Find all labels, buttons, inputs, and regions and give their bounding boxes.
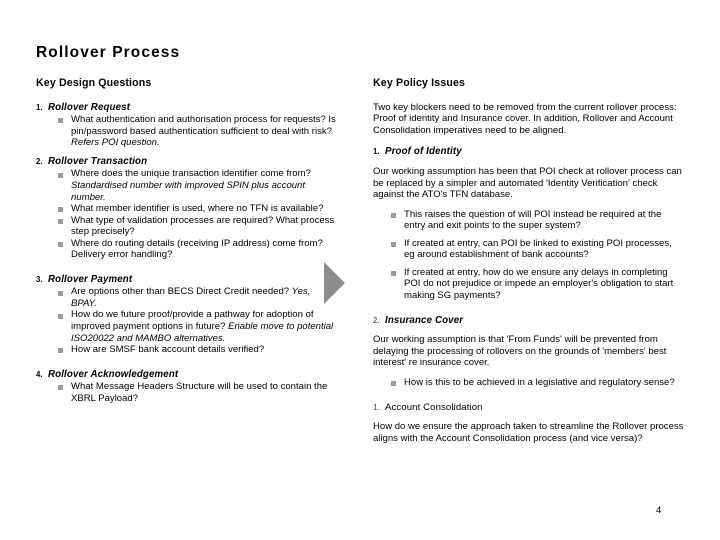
list-item [58, 381, 336, 404]
list-item [58, 168, 336, 203]
list-item [58, 238, 336, 261]
policy-body-account-consolidation: How do we ensure the approach taken to streamline the Rollover process aligns with the Account Consolidation process (and vice versa)? [373, 421, 684, 444]
bullet-emphasis: Standardised number with improved SPIN plus account number. [71, 179, 306, 203]
section-header-rollover-payment [36, 274, 336, 286]
bullet-text: Where do routing details (receiving IP address) come from? Delivery error handling? [71, 237, 323, 261]
section-number: 3. [36, 274, 43, 284]
left-column-heading: Key Design Questions [36, 77, 152, 89]
section-number: 2. [36, 156, 43, 166]
section-header-rollover-transaction [36, 156, 336, 168]
list-item [391, 238, 685, 261]
right-arrow-icon [324, 262, 345, 304]
bullet-text: What type of validation processes are required? What process step precisely? [71, 214, 335, 238]
policy-title: Insurance Cover [385, 314, 464, 326]
spacer [36, 149, 336, 156]
right-column [373, 78, 685, 454]
bullet-emphasis: Enable move to potential ISO20022 and MAMBO alternatives. [71, 321, 334, 344]
bullet-text: How is this to be achieved in a legislative and regulatory sense? [404, 376, 675, 388]
bullet-list-rollover-transaction [58, 168, 336, 260]
policy-body-proof-of-identity: Our working assumption has been that POI check at rollover process can be replaced by a simpler and automated 'Identity Verification' check against the ATO's TFN database. [373, 165, 682, 201]
bullet-text: Are options other than BECS Direct Credit needed? [71, 286, 292, 298]
bullet-text: Where does the unique transaction identifier come from? [71, 168, 311, 180]
policy-title: Proof of Identity [385, 146, 462, 158]
page-title: Rollover Process [36, 44, 181, 61]
bullet-list-rollover-payment [58, 286, 336, 355]
bullet-emphasis: Refers POI question. [71, 137, 160, 149]
section-title: Rollover Request [48, 101, 131, 113]
bullet-list-insurance-cover [391, 377, 685, 389]
bullet-text: What Message Headers Structure will be used to contain the XBRL Payload? [71, 381, 328, 404]
page-number: 4 [656, 505, 662, 516]
section-number: 4. [36, 369, 43, 379]
right-column-heading: Key Policy Issues [373, 77, 466, 89]
spacer [36, 261, 336, 274]
policy-number: 2. [373, 315, 380, 325]
bullet-emphasis: Yes, BPAY. [71, 286, 311, 309]
section-title: Rollover Payment [48, 273, 133, 285]
policy-number: 1. [373, 401, 380, 412]
bullet-list-rollover-acknowledgement [58, 381, 336, 404]
bullet-text: If created at entry, how do we ensure any delays in completing POI do not prejudice or impede an employer's obligation to start making SG payments? [404, 266, 674, 302]
bullet-text: What authentication and authorisation process for requests? Is pin/password based authentication sufficient to deal with risk? [71, 114, 336, 137]
bullet-list-rollover-request [58, 114, 336, 149]
list-item [391, 267, 685, 302]
bullet-text: How are SMSF bank account details verified? [71, 344, 265, 356]
section-title: Rollover Acknowledgement [48, 368, 179, 380]
left-column [36, 78, 336, 404]
policy-number: 1. [373, 147, 380, 157]
section-title: Rollover Transaction [48, 155, 148, 167]
list-item [58, 286, 336, 309]
section-number: 1. [36, 102, 43, 112]
policy-body-insurance-cover: Our working assumption is that 'From Funds' will be prevented from delaying the processing of rollovers on the grounds of 'members' best interest' re insurance cover. [373, 334, 667, 369]
section-header-rollover-acknowledgement [36, 369, 336, 381]
list-item [58, 344, 336, 356]
list-item [58, 309, 336, 344]
spacer [373, 395, 685, 402]
section-header-rollover-request [36, 102, 336, 114]
bullet-text: This raises the question of will POI instead be required at the entry and exit points to the super system? [404, 208, 662, 232]
policy-title: Account Consolidation [385, 401, 483, 413]
bullet-text: What member identifier is used, where no TFN is available? [71, 203, 324, 215]
list-item [58, 203, 336, 215]
policy-header-insurance-cover [373, 315, 685, 327]
spacer [36, 356, 336, 369]
policy-header-account-consolidation [373, 402, 685, 414]
list-item [58, 114, 336, 149]
bullet-text: If created at entry, can POI be linked to existing POI processes, eg around establishment of bank accounts? [404, 237, 672, 261]
list-item [391, 209, 685, 232]
policy-header-proof-of-identity [373, 146, 685, 158]
bullet-list-proof-of-identity [391, 209, 685, 302]
spacer [373, 414, 685, 421]
spacer [373, 159, 685, 166]
spacer [373, 308, 685, 315]
bullet-text: How do we future proof/provide a pathway for adoption of improved payment options in future? [71, 309, 314, 333]
list-item [391, 377, 685, 389]
policy-intro-paragraph: Two key blockers need to be removed from the current rollover process: Proof of identity and Insurance cover. In addition, Rollover and Account Consolidation imperatives need to be aligned. [373, 101, 677, 136]
list-item [58, 215, 336, 238]
spacer [373, 327, 685, 334]
